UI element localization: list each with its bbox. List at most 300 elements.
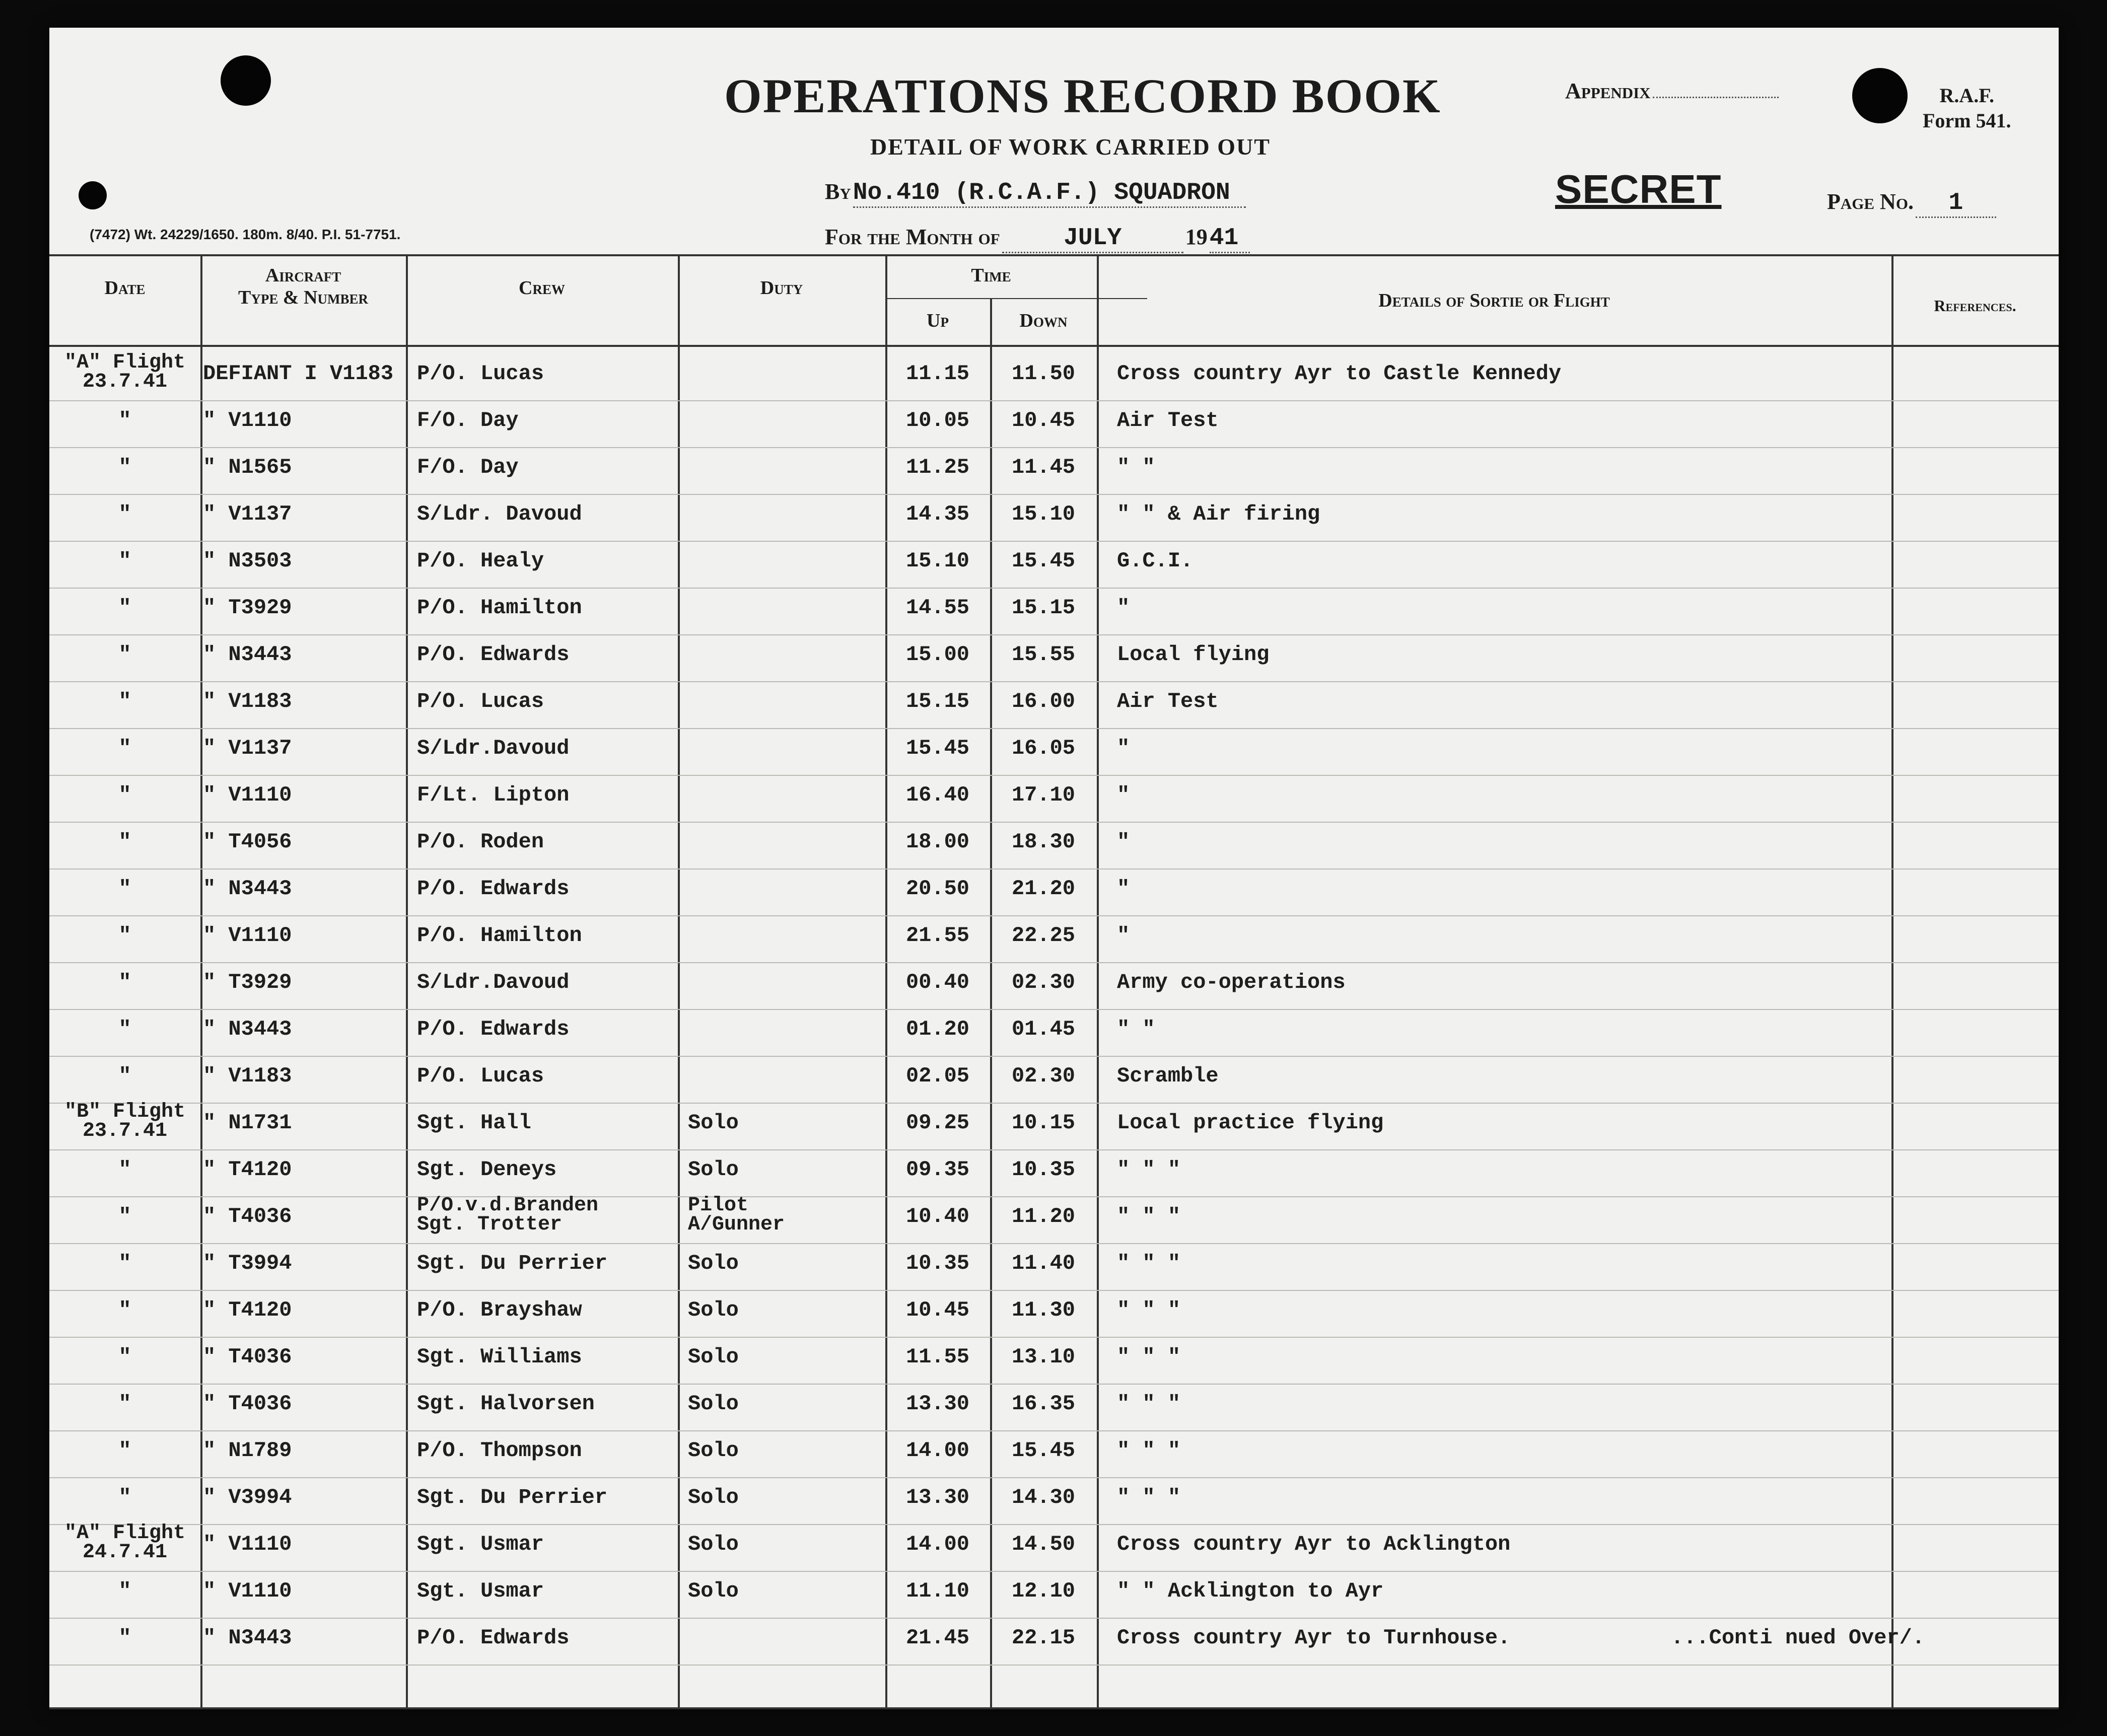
- date-text: ": [118, 783, 131, 807]
- aircraft-text: " V1110: [203, 1532, 292, 1556]
- details-text: " " ": [1117, 1345, 1181, 1369]
- cell-date: [49, 1018, 200, 1040]
- down-text: 11.30: [1011, 1298, 1076, 1322]
- cell-crew: [417, 831, 679, 853]
- date-text: ": [118, 1485, 131, 1509]
- down-text: 22.15: [1011, 1626, 1076, 1650]
- cell-aircraft: [203, 1065, 404, 1087]
- cell-details: [1117, 1393, 1872, 1415]
- cell-down: [990, 1112, 1097, 1134]
- cell-aircraft: [203, 409, 404, 431]
- col-up: Up: [927, 310, 949, 331]
- continued-note: ...Conti nued Over/.: [1671, 1626, 1925, 1650]
- aircraft-text: " T4036: [203, 1345, 292, 1369]
- cell-date: [49, 924, 200, 947]
- year-prefix: 19: [1185, 225, 1208, 249]
- details-text: ": [1117, 783, 1130, 807]
- up-text: 10.45: [905, 1298, 970, 1322]
- duty-text: Solo: [688, 1485, 739, 1509]
- row-divider: [49, 1103, 2059, 1104]
- down-text: 11.40: [1011, 1251, 1076, 1275]
- cell-date: [49, 597, 200, 619]
- down-text: 15.45: [1011, 1438, 1076, 1463]
- row-divider: [49, 1243, 2059, 1244]
- aircraft-text: DEFIANT I V1183: [203, 361, 394, 386]
- down-text: 10.15: [1011, 1111, 1076, 1135]
- row-divider: [49, 728, 2059, 729]
- secret-stamp: SECRET: [1555, 167, 1722, 211]
- cell-details: [1117, 597, 1872, 619]
- cell-down: [990, 1627, 1097, 1649]
- cell-aircraft: [203, 737, 404, 759]
- cell-details: [1117, 1159, 1872, 1181]
- cell-aircraft: [203, 550, 404, 572]
- cell-crew: [417, 456, 679, 478]
- details-text: " " ": [1117, 1392, 1181, 1416]
- cell-crew: [417, 597, 679, 619]
- cell-up: [885, 363, 990, 385]
- duty-text: Solo: [688, 1579, 739, 1603]
- down-text: 16.35: [1011, 1392, 1076, 1416]
- cell-aircraft: [203, 1580, 404, 1602]
- down-text: 10.35: [1011, 1158, 1076, 1182]
- details-text: " " Acklington to Ayr: [1117, 1579, 1384, 1603]
- cell-down: [990, 363, 1097, 385]
- date-text: ": [118, 689, 131, 713]
- cell-up: [885, 1533, 990, 1555]
- crew-text: P/O. Hamilton: [417, 596, 582, 620]
- cell-aircraft: [203, 690, 404, 712]
- up-text: 11.15: [905, 361, 970, 386]
- date-text: ": [118, 549, 131, 573]
- details-text: " " ": [1117, 1158, 1181, 1182]
- cell-duty: [688, 1393, 879, 1415]
- up-text: 15.10: [905, 549, 970, 573]
- date-text: ": [118, 1064, 131, 1088]
- date-text: ": [118, 455, 131, 479]
- aircraft-text: " V1110: [203, 1579, 292, 1603]
- month-line: [825, 224, 1250, 253]
- cell-duty: [688, 1533, 879, 1555]
- cell-down: [990, 878, 1097, 900]
- crew-text: P/O. Lucas: [417, 361, 544, 386]
- crew-text: P/O. Healy: [417, 549, 544, 573]
- month-value: JULY: [1002, 225, 1183, 253]
- crew-text: P/O. Lucas: [417, 1064, 544, 1088]
- cell-crew: [417, 1159, 679, 1181]
- cell-down: [990, 1252, 1097, 1274]
- cell-down: [990, 1580, 1097, 1602]
- row-divider: [49, 447, 2059, 448]
- cell-date: [49, 1627, 200, 1649]
- col-crew: Crew: [519, 277, 565, 299]
- crew-text: F/O. Day: [417, 408, 519, 432]
- squadron-value: No.410 (R.C.A.F.) SQUADRON: [853, 179, 1246, 208]
- date-text: "A" Flight: [64, 351, 186, 374]
- up-text: 15.15: [905, 689, 970, 713]
- cell-duty: [688, 1580, 879, 1602]
- cell-date: [49, 456, 200, 478]
- details-text: Air Test: [1117, 408, 1219, 432]
- cell-down: [990, 1065, 1097, 1087]
- details-text: " " ": [1117, 1438, 1181, 1463]
- cell-crew: [417, 1580, 679, 1602]
- crew-text-2: Sgt. Trotter: [417, 1213, 563, 1236]
- details-text: Cross country Ayr to Castle Kennedy: [1117, 361, 1562, 386]
- cell-duty: [688, 1346, 879, 1368]
- up-text: 01.20: [905, 1017, 970, 1041]
- aircraft-text: " V1183: [203, 689, 292, 713]
- up-text: 00.40: [905, 970, 970, 994]
- details-text: Local practice flying: [1117, 1111, 1384, 1135]
- cell-crew: [417, 550, 679, 572]
- cell-date: [49, 1439, 200, 1462]
- duty-text: Solo: [688, 1298, 739, 1322]
- raf-form-label: [1923, 83, 2011, 133]
- crew-text: Sgt. Usmar: [417, 1532, 544, 1556]
- row-divider: [49, 1524, 2059, 1525]
- cell-details: [1117, 784, 1872, 806]
- cell-duty: [688, 1196, 879, 1235]
- appendix-line: [1565, 78, 1779, 104]
- details-text: ": [1117, 596, 1130, 620]
- cell-date: [49, 1346, 200, 1368]
- cell-down: [990, 1159, 1097, 1181]
- crew-text: S/Ldr. Davoud: [417, 502, 582, 526]
- cell-date: [49, 643, 200, 666]
- cell-crew: [417, 1196, 679, 1235]
- cell-aircraft: [203, 597, 404, 619]
- details-text: Army co-operations: [1117, 970, 1346, 994]
- duty-text: Solo: [688, 1111, 739, 1135]
- aircraft-text: " N1789: [203, 1438, 292, 1463]
- date-text: ": [118, 1251, 131, 1275]
- cell-down: [990, 456, 1097, 478]
- down-text: 17.10: [1011, 783, 1076, 807]
- down-text: 02.30: [1011, 970, 1076, 994]
- col-time: Time: [971, 265, 1011, 286]
- cell-crew: [417, 737, 679, 759]
- up-text: 02.05: [905, 1064, 970, 1088]
- squadron-line: [825, 179, 1246, 208]
- cell-date: [49, 971, 200, 993]
- aircraft-text: " V1183: [203, 1064, 292, 1088]
- details-text: " " ": [1117, 1298, 1181, 1322]
- up-text: 18.00: [905, 830, 970, 854]
- cell-date: [49, 737, 200, 759]
- details-text: ": [1117, 736, 1130, 760]
- cell-aircraft: [203, 1205, 404, 1227]
- crew-text: P/O.v.d.Branden: [417, 1194, 599, 1217]
- crew-text: F/Lt. Lipton: [417, 783, 570, 807]
- cell-details: [1117, 363, 1872, 385]
- month-label: For the Month of: [825, 225, 1000, 249]
- cell-aircraft: [203, 503, 404, 525]
- aircraft-text: " V1137: [203, 502, 292, 526]
- details-text: " ": [1117, 1017, 1155, 1041]
- aircraft-text: " T3929: [203, 970, 292, 994]
- cell-down: [990, 597, 1097, 619]
- cell-crew: [417, 971, 679, 993]
- cell-crew: [417, 363, 679, 385]
- cell-date: [49, 1159, 200, 1181]
- row-divider: [49, 541, 2059, 542]
- col-date: Date: [104, 277, 146, 299]
- printer-code: (7472) Wt. 24229/1650. 180m. 8/40. P.I. 51-7751.: [90, 227, 401, 242]
- down-text: 18.30: [1011, 830, 1076, 854]
- row-divider: [49, 1009, 2059, 1010]
- cell-down: [990, 1393, 1097, 1415]
- crew-text: Sgt. Williams: [417, 1345, 582, 1369]
- date-text: ": [118, 877, 131, 901]
- cell-aircraft: [203, 1112, 404, 1134]
- aircraft-text: " N3443: [203, 877, 292, 901]
- col-aircraft-title: Aircraft: [265, 265, 341, 286]
- duty-text: Solo: [688, 1438, 739, 1463]
- row-divider: [49, 869, 2059, 870]
- details-text: Scramble: [1117, 1064, 1219, 1088]
- row-divider: [49, 494, 2059, 495]
- cell-up: [885, 1205, 990, 1227]
- cell-duty: [688, 1486, 879, 1508]
- cell-up: [885, 643, 990, 666]
- down-text: 12.10: [1011, 1579, 1076, 1603]
- details-text: " ": [1117, 455, 1155, 479]
- cell-date: [49, 784, 200, 806]
- crew-text: P/O. Thompson: [417, 1438, 582, 1463]
- cell-details: [1117, 971, 1872, 993]
- punch-hole-small-icon: [79, 181, 107, 209]
- date-text: ": [118, 1626, 131, 1650]
- duty-text: Solo: [688, 1345, 739, 1369]
- down-text: 15.10: [1011, 502, 1076, 526]
- row-divider: [49, 1337, 2059, 1338]
- crew-text: S/Ldr.Davoud: [417, 736, 570, 760]
- row-divider: [49, 822, 2059, 823]
- cell-date: [49, 1299, 200, 1321]
- row-divider: [49, 634, 2059, 635]
- aircraft-text: " T4120: [203, 1158, 292, 1182]
- row-divider: [49, 1477, 2059, 1478]
- cell-aircraft: [203, 831, 404, 853]
- cell-up: [885, 1486, 990, 1508]
- date-text: ": [118, 830, 131, 854]
- cell-date: [49, 878, 200, 900]
- cell-up: [885, 1252, 990, 1274]
- down-text: 02.30: [1011, 1064, 1076, 1088]
- date-text: "A" Flight: [64, 1522, 186, 1545]
- up-text: 21.55: [905, 923, 970, 948]
- page-label: Page No.: [1827, 189, 1914, 214]
- aircraft-text: " N3443: [203, 642, 292, 667]
- cell-date: [49, 503, 200, 525]
- cell-details: [1117, 1533, 1872, 1555]
- date-text: ": [118, 1392, 131, 1416]
- crew-text: P/O. Lucas: [417, 689, 544, 713]
- cell-date: [49, 690, 200, 712]
- raf-line2: Form 541.: [1923, 109, 2011, 132]
- row-divider: [49, 1196, 2059, 1197]
- cell-crew: [417, 924, 679, 947]
- cell-down: [990, 1533, 1097, 1555]
- row-divider: [49, 915, 2059, 916]
- cell-aircraft: [203, 784, 404, 806]
- col-aircraft: [200, 264, 406, 309]
- down-text: 15.15: [1011, 596, 1076, 620]
- cell-down: [990, 1299, 1097, 1321]
- details-text: Cross country Ayr to Acklington: [1117, 1532, 1511, 1556]
- cell-up: [885, 1018, 990, 1040]
- cell-aircraft: [203, 971, 404, 993]
- cell-details: [1117, 643, 1872, 666]
- aircraft-text: " T4036: [203, 1392, 292, 1416]
- up-text: 11.55: [905, 1345, 970, 1369]
- cell-details: [1117, 1205, 1872, 1227]
- cell-down: [990, 1018, 1097, 1040]
- cell-up: [885, 1299, 990, 1321]
- cell-aircraft: [203, 1486, 404, 1508]
- down-text: 22.25: [1011, 923, 1076, 948]
- cell-aircraft: [203, 456, 404, 478]
- cell-up: [885, 1580, 990, 1602]
- cell-down: [990, 503, 1097, 525]
- cell-up: [885, 1393, 990, 1415]
- cell-duty: [688, 1159, 879, 1181]
- cell-down: [990, 1346, 1097, 1368]
- cell-down: [990, 1205, 1097, 1227]
- up-text: 11.10: [905, 1579, 970, 1603]
- cell-crew: [417, 690, 679, 712]
- row-divider: [49, 1290, 2059, 1291]
- date-text: ": [118, 1579, 131, 1603]
- cell-up: [885, 690, 990, 712]
- cell-crew: [417, 503, 679, 525]
- aircraft-text: " T4056: [203, 830, 292, 854]
- date-text-2: 23.7.41: [82, 371, 168, 393]
- cell-duty: [688, 1252, 879, 1274]
- crew-text: Sgt. Deneys: [417, 1158, 557, 1182]
- form-title: OPERATIONS RECORD BOOK: [724, 69, 1441, 123]
- up-text: 10.35: [905, 1251, 970, 1275]
- date-text: ": [118, 1158, 131, 1182]
- cell-up: [885, 737, 990, 759]
- cell-aircraft: [203, 643, 404, 666]
- down-text: 16.00: [1011, 689, 1076, 713]
- cell-date: [49, 409, 200, 431]
- details-text: ": [1117, 877, 1130, 901]
- col-down: Down: [1019, 310, 1068, 331]
- aircraft-text: " N3503: [203, 549, 292, 573]
- row-divider: [49, 1665, 2059, 1666]
- cell-up: [885, 924, 990, 947]
- cell-details: [1117, 690, 1872, 712]
- cell-details: [1117, 924, 1872, 947]
- cell-aircraft: [203, 1159, 404, 1181]
- cell-details: [1117, 1346, 1872, 1368]
- aircraft-text: " N1731: [203, 1111, 292, 1135]
- details-text: ": [1117, 923, 1130, 948]
- cell-details: [1117, 1580, 1872, 1602]
- cell-down: [990, 971, 1097, 993]
- row-divider: [49, 1149, 2059, 1150]
- cell-details: [1117, 550, 1872, 572]
- duty-text: Solo: [688, 1392, 739, 1416]
- up-text: 14.35: [905, 502, 970, 526]
- cell-aircraft: [203, 924, 404, 947]
- cell-crew: [417, 1439, 679, 1462]
- cell-aircraft: [203, 1252, 404, 1274]
- cell-crew: [417, 1346, 679, 1368]
- page-number: 1: [1916, 189, 1996, 218]
- cell-date: [49, 550, 200, 572]
- row-divider: [49, 681, 2059, 682]
- details-text: G.C.I.: [1117, 549, 1193, 573]
- crew-text: P/O. Hamilton: [417, 923, 582, 948]
- down-text: 01.45: [1011, 1017, 1076, 1041]
- cell-up: [885, 456, 990, 478]
- aircraft-text: " T4036: [203, 1204, 292, 1228]
- cell-down: [990, 690, 1097, 712]
- cell-up: [885, 1065, 990, 1087]
- row-divider: [49, 1056, 2059, 1057]
- cell-duty: [688, 1439, 879, 1462]
- cell-crew: [417, 1018, 679, 1040]
- details-text: ": [1117, 830, 1130, 854]
- cell-details: [1117, 1486, 1872, 1508]
- form-subtitle: DETAIL OF WORK CARRIED OUT: [870, 134, 1271, 160]
- aircraft-text: " V1110: [203, 783, 292, 807]
- cell-up: [885, 1439, 990, 1462]
- col-duty: Duty: [760, 277, 803, 299]
- up-text: 11.25: [905, 455, 970, 479]
- record-sheet: [49, 28, 2059, 1709]
- cell-details: [1117, 1018, 1872, 1040]
- cell-up: [885, 503, 990, 525]
- cell-crew: [417, 1486, 679, 1508]
- row-divider: [49, 1430, 2059, 1431]
- details-text: " " ": [1117, 1485, 1181, 1509]
- duty-text: Solo: [688, 1251, 739, 1275]
- date-text: ": [118, 642, 131, 667]
- cell-up: [885, 597, 990, 619]
- up-text: 14.00: [905, 1532, 970, 1556]
- cell-crew: [417, 1065, 679, 1087]
- crew-text: P/O. Edwards: [417, 877, 570, 901]
- aircraft-text: " N3443: [203, 1626, 292, 1650]
- up-text: 16.40: [905, 783, 970, 807]
- crew-text: P/O. Brayshaw: [417, 1298, 582, 1322]
- cell-down: [990, 1439, 1097, 1462]
- cell-crew: [417, 1627, 679, 1649]
- aircraft-text: " V1110: [203, 408, 292, 432]
- cell-up: [885, 1112, 990, 1134]
- duty-text: Pilot: [688, 1194, 749, 1217]
- cell-up: [885, 831, 990, 853]
- cell-date: [49, 831, 200, 853]
- date-text: ": [118, 1017, 131, 1041]
- cell-down: [990, 924, 1097, 947]
- cell-details: [1117, 1252, 1872, 1274]
- up-text: 20.50: [905, 877, 970, 901]
- cell-up: [885, 1346, 990, 1368]
- down-text: 11.20: [1011, 1204, 1076, 1228]
- crew-text: S/Ldr.Davoud: [417, 970, 570, 994]
- col-references: References.: [1934, 297, 2016, 315]
- cell-details: [1117, 1299, 1872, 1321]
- details-text: " " ": [1117, 1251, 1181, 1275]
- punch-hole-left-icon: [221, 55, 271, 106]
- date-text: ": [118, 408, 131, 432]
